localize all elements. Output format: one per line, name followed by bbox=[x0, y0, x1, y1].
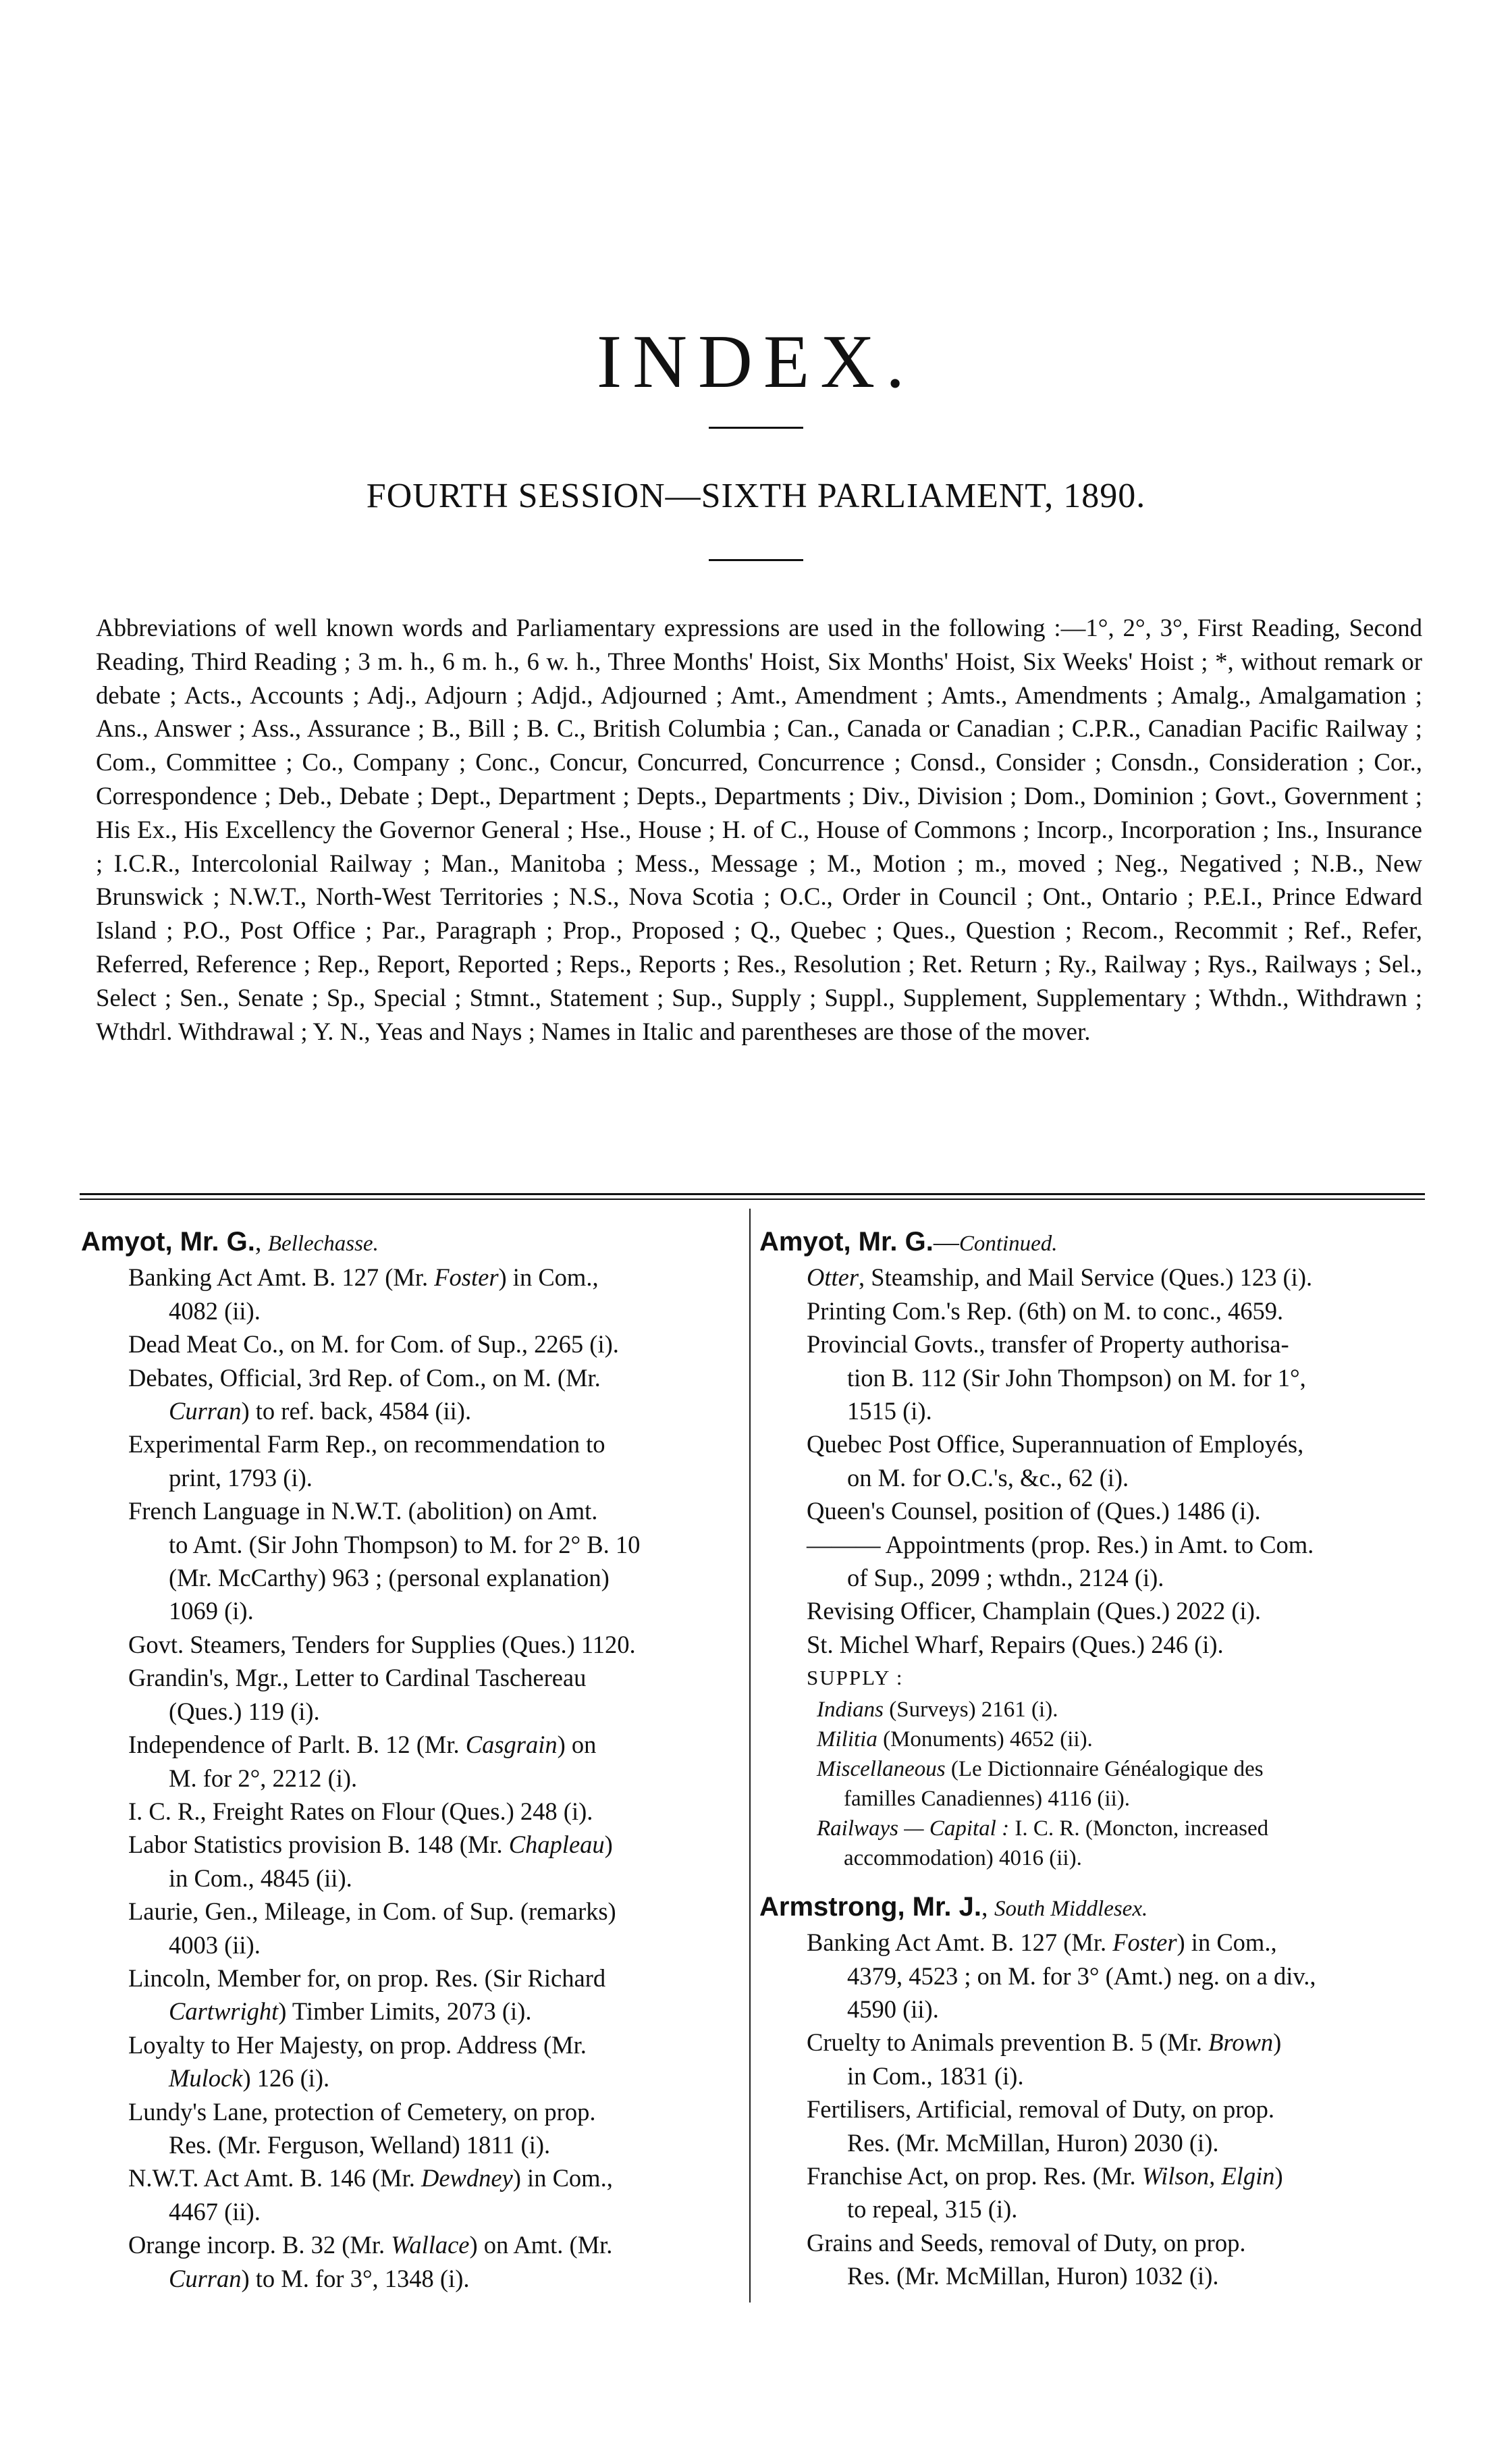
index-entry bbox=[81, 1895, 746, 1962]
entry-line bbox=[807, 1327, 1424, 1361]
member-name: Amyot, Mr. G. bbox=[759, 1227, 934, 1257]
index-entry bbox=[759, 1261, 1424, 1294]
entry-continuation bbox=[128, 1695, 746, 1728]
entry-text: (Le Dictionnaire Généalogique des bbox=[945, 1756, 1264, 1781]
entry-text: 4003 (ii). bbox=[169, 1930, 261, 1959]
entry-continuation bbox=[817, 1843, 1424, 1873]
entry-italic: Wallace bbox=[391, 2231, 470, 2259]
entry-line bbox=[128, 1828, 746, 1861]
entry-text: (Surveys) 2161 (i). bbox=[884, 1697, 1058, 1722]
index-entry bbox=[81, 1661, 746, 1728]
entry-text: Printing Com.'s Rep. (6th) on M. to conc., 4659. bbox=[807, 1296, 1284, 1325]
index-entry bbox=[759, 1294, 1424, 1327]
entry-italic: Militia bbox=[817, 1727, 878, 1752]
entry-italic: Foster bbox=[434, 1263, 499, 1292]
entry-line bbox=[817, 1727, 1093, 1752]
index-entry bbox=[759, 1494, 1424, 1527]
entry-line bbox=[807, 1294, 1424, 1327]
entry-text: print, 1793 (i). bbox=[169, 1463, 313, 1492]
entry-italic: Mulock bbox=[169, 2064, 243, 2093]
entry-line bbox=[817, 1698, 1058, 1722]
member-name: Armstrong, Mr. J. bbox=[759, 1891, 981, 1922]
entry-line bbox=[128, 1661, 746, 1694]
index-entry bbox=[759, 1528, 1424, 1595]
entry-continuation bbox=[128, 1394, 746, 1427]
entry-text: Experimental Farm Rep., on recommendation to bbox=[128, 1430, 605, 1458]
index-entry bbox=[759, 1628, 1424, 1661]
entry-text: Loyalty to Her Majesty, on prop. Address (Mr. bbox=[128, 2030, 587, 2059]
supply-entry bbox=[759, 1814, 1424, 1873]
entry-text: Govt. Steamers, Tenders for Supplies (Ques.) 1120. bbox=[128, 1630, 636, 1658]
entry-text: familles Canadiennes) 4116 (ii). bbox=[844, 1786, 1130, 1811]
supply-entry bbox=[759, 1754, 1424, 1814]
entry-text: , Steamship, and Mail Service (Ques.) 123 (i). bbox=[859, 1263, 1313, 1292]
entry-text: 4467 (ii). bbox=[169, 2197, 261, 2226]
entry-text: Quebec Post Office, Superannuation of Employés, bbox=[807, 1430, 1304, 1458]
entry-line bbox=[807, 2226, 1424, 2259]
right-entry-list bbox=[759, 1261, 1424, 1661]
entry-continuation bbox=[807, 1461, 1424, 1494]
index-entry bbox=[81, 1494, 746, 1628]
entry-continuation bbox=[807, 2259, 1424, 2292]
entry-italic: Chapleau bbox=[508, 1831, 605, 1859]
left-column bbox=[81, 1226, 746, 2295]
entry-continuation bbox=[128, 1995, 746, 2028]
entry-text: M. for 2°, 2212 (i). bbox=[169, 1764, 358, 1792]
entry-text: ——— Appointments (prop. Res.) in Amt. to Com. bbox=[807, 1530, 1314, 1558]
entry-line bbox=[128, 1895, 746, 1928]
index-entry bbox=[759, 1327, 1424, 1427]
left-entry-list bbox=[81, 1261, 746, 2295]
member-constituency: South Middlesex. bbox=[994, 1896, 1148, 1921]
index-entry bbox=[81, 1962, 746, 2028]
entry-text: Revising Officer, Champlain (Ques.) 2022 (i). bbox=[807, 1597, 1261, 1625]
entry-line bbox=[817, 1816, 1268, 1841]
entry-continuation bbox=[817, 1784, 1424, 1814]
index-entry bbox=[759, 2226, 1424, 2293]
entry-italic: Cartwright bbox=[169, 1997, 279, 2026]
index-entry bbox=[759, 2159, 1424, 2226]
entry-continuation bbox=[128, 1928, 746, 1962]
abbreviations-paragraph: Abbreviations of well known words and Parliamentary expressions are used in the following :—1°, 2°, 3°, First Reading, Second Reading, Third Reading ; 3 m. h., 6 m. h., 6 w. h., Three Months' Hoist, Six Months' Hoist, Six Weeks' Hoist ; *, without remark or debate ; Acts., Accounts ; Adj., Adjourn ; Adjd., Adjourned ; Amt., Amendment ; Amts., Amendments ; Amalg., Amalgamation ; Ans., Answer ; Ass., Assurance ; B., Bill ; B. C., British Columbia ; Can., Canada or Canadian ; C.P.R., Canadian Pacific Railway ; Com., Committee ; Co., Company ; Conc., Concur, Concurred, Concurrence ; Consd., Consider ; Consdn., Consideration ; Cor., Correspondence ; Deb., Debate ; Dept., Department ; Depts., Departments ; Div., Division ; Dom., Dominion ; Govt., Government ; His Ex., His Excellency the Governor General ; Hse., House ; H. of C., House of Commons ; Incorp., Incorporation ; Ins., Insurance ; I.C.R., Intercolonial Railway ; Man., Manitoba ; Mess., Message ; M., Motion ; m., moved ; Neg., Negatived ; N.B., New Brunswick ; N.W.T., North-West Territories ; N.S., Nova Scotia ; O.C., Order in Council ; Ont., Ontario ; P.E.I., Prince Edward Island ; P.O., Post Office ; Par., Paragraph ; Prop., Proposed ; Q., Quebec ; Ques., Question ; Recom., Recommit ; Ref., Refer, Referred, Reference ; Rep., Report, Reported ; Reps., Reports ; Res., Resolution ; Ret. Return ; Ry., Railway ; Rys., Railways ; Sel., Select ; Sen., Senate ; Sp., Special ; Stmnt., Statement ; Sup., Supply ; Suppl., Supplement, Supplementary ; Wthdn., Withdrawn ; Wthdrl. Withdrawal ; Y. N., Yeas and Nays ; Names in Italic and parentheses are those of the mover. bbox=[96, 614, 1422, 1045]
entry-text: ) 126 (i). bbox=[242, 2064, 330, 2093]
entry-text: ) bbox=[1274, 2161, 1283, 2190]
entry-text: ) Timber Limits, 2073 (i). bbox=[278, 1997, 532, 2026]
entry-text: Res. (Mr. McMillan, Huron) 1032 (i). bbox=[847, 2262, 1219, 2290]
index-title: INDEX. bbox=[596, 320, 916, 404]
entry-line bbox=[128, 1795, 746, 1828]
entry-text: 1069 (i). bbox=[169, 1597, 254, 1625]
entry-text: (Monuments) 4652 (ii). bbox=[877, 1727, 1093, 1752]
index-entry bbox=[81, 1828, 746, 1895]
index-entry bbox=[759, 1427, 1424, 1494]
entry-text: 1515 (i). bbox=[847, 1397, 932, 1425]
index-entry bbox=[81, 2228, 746, 2295]
member-name: Amyot, Mr. G. bbox=[81, 1227, 255, 1257]
supply-label: SUPPLY : bbox=[807, 1666, 904, 1690]
session-subtitle: FOURTH SESSION—SIXTH PARLIAMENT, 1890. bbox=[366, 477, 1146, 515]
section-double-rule bbox=[80, 1193, 1425, 1200]
entry-line bbox=[807, 1628, 1424, 1661]
entry-line bbox=[807, 2159, 1424, 2192]
entry-italic: Curran bbox=[169, 2264, 242, 2292]
entry-text: in Com., 4845 (ii). bbox=[169, 1864, 352, 1892]
entry-continuation bbox=[128, 1461, 746, 1494]
entry-line bbox=[128, 2161, 746, 2194]
entry-text: (Ques.) 119 (i). bbox=[169, 1697, 320, 1725]
entry-italic: Miscellaneous bbox=[817, 1756, 946, 1781]
entry-text: Queen's Counsel, position of (Ques.) 1486 (i). bbox=[807, 1497, 1261, 1525]
entry-continuation bbox=[807, 1361, 1424, 1394]
entry-line bbox=[128, 1494, 746, 1527]
entry-italic: Wilson, Elgin bbox=[1141, 2161, 1275, 2190]
entry-continuation bbox=[128, 2061, 746, 2095]
entry-line bbox=[128, 1628, 746, 1661]
entry-text: ) in Com., bbox=[512, 2164, 613, 2192]
supply-entry-list bbox=[759, 1695, 1424, 1873]
entry-text: ) in Com., bbox=[498, 1263, 599, 1292]
entry-line bbox=[128, 2028, 746, 2061]
entry-text: of Sup., 2099 ; wthdn., 2124 (i). bbox=[847, 1564, 1164, 1592]
entry-line bbox=[128, 2228, 746, 2261]
entry-continuation bbox=[807, 1993, 1424, 2026]
entry-text: Laurie, Gen., Mileage, in Com. of Sup. (remarks) bbox=[128, 1897, 616, 1926]
entry-continuation bbox=[128, 1594, 746, 1627]
entry-continuation bbox=[807, 1561, 1424, 1594]
index-entry bbox=[81, 1795, 746, 1828]
entry-text: 4082 (ii). bbox=[169, 1296, 261, 1325]
entry-text: St. Michel Wharf, Repairs (Ques.) 246 (i). bbox=[807, 1630, 1224, 1658]
entry-text: Res. (Mr. McMillan, Huron) 2030 (i). bbox=[847, 2128, 1219, 2157]
entry-text: ) on Amt. (Mr. bbox=[469, 2231, 613, 2259]
entry-text: Labor Statistics provision B. 148 (Mr. bbox=[128, 1831, 509, 1859]
entry-text: I. C. R. (Moncton, increased bbox=[1009, 1816, 1269, 1841]
entry-continuation bbox=[128, 2262, 746, 2295]
entry-text: ) to M. for 3°, 1348 (i). bbox=[241, 2264, 470, 2292]
entry-text: ) on bbox=[557, 1731, 597, 1759]
supply-entry bbox=[759, 1725, 1424, 1754]
entry-continuation bbox=[128, 1561, 746, 1594]
entry-italic: Brown bbox=[1208, 2028, 1274, 2057]
index-entry bbox=[759, 1594, 1424, 1627]
entry-italic: Foster bbox=[1112, 1928, 1177, 1957]
index-entry bbox=[81, 1728, 746, 1795]
entry-italic: Railways — Capital : bbox=[817, 1816, 1010, 1841]
entry-text: Lincoln, Member for, on prop. Res. (Sir Richard bbox=[128, 1964, 606, 1992]
entry-text: N.W.T. Act Amt. B. 146 (Mr. bbox=[128, 2164, 421, 2192]
entry-text: Lundy's Lane, protection of Cemetery, on prop. bbox=[128, 2097, 596, 2126]
member-heading: Amyot, Mr. G., Bellechasse. bbox=[81, 1227, 379, 1257]
entry-text: Cruelty to Animals prevention B. 5 (Mr. bbox=[807, 2028, 1209, 2057]
entry-line bbox=[817, 1757, 1264, 1781]
entry-line bbox=[128, 1361, 746, 1394]
entry-continuation bbox=[128, 1862, 746, 1895]
index-entry bbox=[81, 1361, 746, 1428]
entry-line bbox=[128, 2095, 746, 2128]
entry-continuation bbox=[128, 1294, 746, 1327]
entry-text: 4590 (ii). bbox=[847, 1995, 939, 2023]
entry-line bbox=[807, 1427, 1424, 1461]
entry-text: Res. (Mr. Ferguson, Welland) 1811 (i). bbox=[169, 2130, 551, 2159]
index-entry bbox=[759, 2026, 1424, 2093]
entry-continuation bbox=[128, 2128, 746, 2161]
entry-line bbox=[128, 1962, 746, 1995]
entry-text: Grandin's, Mgr., Letter to Cardinal Taschereau bbox=[128, 1664, 587, 1692]
entry-line bbox=[128, 1728, 746, 1761]
entry-line bbox=[807, 1261, 1424, 1294]
entry-continuation bbox=[807, 1959, 1424, 1993]
member-constituency: Bellechasse. bbox=[267, 1232, 379, 1256]
index-entry bbox=[759, 1926, 1424, 2026]
entry-text: accommodation) 4016 (ii). bbox=[844, 1845, 1082, 1870]
entry-text: French Language in N.W.T. (abolition) on Amt. bbox=[128, 1497, 598, 1525]
entry-line bbox=[807, 2093, 1424, 2126]
index-entry bbox=[81, 1427, 746, 1494]
entry-line bbox=[807, 1494, 1424, 1527]
entry-italic: Dewdney bbox=[421, 2164, 513, 2192]
entry-line bbox=[807, 1594, 1424, 1627]
entry-continuation bbox=[807, 2126, 1424, 2159]
entry-italic: Otter bbox=[807, 1263, 859, 1292]
member-heading-continued: Amyot, Mr. G.—Continued. bbox=[759, 1227, 1058, 1257]
entry-text: ) bbox=[604, 1831, 613, 1859]
entry-line bbox=[807, 2026, 1424, 2059]
entry-text: Orange incorp. B. 32 (Mr. bbox=[128, 2231, 392, 2259]
entry-text: on M. for O.C.'s, &c., 62 (i). bbox=[847, 1463, 1129, 1492]
index-entry bbox=[81, 1261, 746, 1327]
title-rule bbox=[709, 427, 803, 429]
entry-continuation bbox=[807, 2192, 1424, 2226]
continued-label: Continued. bbox=[959, 1232, 1058, 1256]
entry-line bbox=[128, 1261, 746, 1294]
entry-text: Banking Act Amt. B. 127 (Mr. bbox=[128, 1263, 435, 1292]
index-entry bbox=[81, 2028, 746, 2095]
entry-text: (Mr. McCarthy) 963 ; (personal explanation) bbox=[169, 1564, 610, 1592]
index-entry bbox=[81, 2095, 746, 2162]
entry-text: Grains and Seeds, removal of Duty, on prop. bbox=[807, 2228, 1246, 2257]
entry-text: Dead Meat Co., on M. for Com. of Sup., 2265 (i). bbox=[128, 1330, 619, 1359]
entry-continuation bbox=[128, 2195, 746, 2228]
entry-italic: Indians bbox=[817, 1697, 884, 1722]
entry-line bbox=[128, 1327, 746, 1361]
member-heading: Armstrong, Mr. J., South Middlesex. bbox=[759, 1891, 1148, 1922]
entry-text: Banking Act Amt. B. 127 (Mr. bbox=[807, 1928, 1113, 1957]
entry-text: ) bbox=[1273, 2028, 1282, 2057]
entry-text: tion B. 112 (Sir John Thompson) on M. for 1°, bbox=[847, 1363, 1306, 1392]
subtitle-rule bbox=[709, 559, 803, 561]
entry-line bbox=[807, 1528, 1424, 1561]
entry-text: I. C. R., Freight Rates on Flour (Ques.) 248 (i). bbox=[128, 1797, 593, 1825]
entry-line bbox=[807, 1926, 1424, 1959]
column-divider bbox=[749, 1209, 751, 2303]
right-entry-list-2 bbox=[759, 1926, 1424, 2292]
entry-text: ) in Com., bbox=[1177, 1928, 1277, 1957]
entry-text: Franchise Act, on prop. Res. (Mr. bbox=[807, 2161, 1142, 2190]
entry-text: Debates, Official, 3rd Rep. of Com., on M. (Mr. bbox=[128, 1363, 601, 1392]
entry-text: to Amt. (Sir John Thompson) to M. for 2° B. 10 bbox=[169, 1530, 641, 1558]
entry-continuation bbox=[128, 1528, 746, 1561]
entry-continuation bbox=[128, 1762, 746, 1795]
entry-text: Independence of Parlt. B. 12 (Mr. bbox=[128, 1731, 466, 1759]
entry-text: in Com., 1831 (i). bbox=[847, 2061, 1024, 2090]
entry-continuation bbox=[807, 1394, 1424, 1427]
entry-italic: Casgrain bbox=[465, 1731, 558, 1759]
index-entry bbox=[81, 2161, 746, 2228]
entry-text: to repeal, 315 (i). bbox=[847, 2195, 1018, 2224]
supply-entry bbox=[759, 1695, 1424, 1725]
index-entry bbox=[81, 1628, 746, 1661]
entry-continuation bbox=[807, 2059, 1424, 2093]
entry-line bbox=[128, 1427, 746, 1461]
entry-text: ) to ref. back, 4584 (ii). bbox=[241, 1397, 472, 1425]
index-entry bbox=[81, 1327, 746, 1361]
entry-italic: Curran bbox=[169, 1397, 242, 1425]
entry-text: Provincial Govts., transfer of Property authorisa- bbox=[807, 1330, 1289, 1359]
entry-text: 4379, 4523 ; on M. for 3° (Amt.) neg. on a div., bbox=[847, 1962, 1316, 1990]
right-column bbox=[759, 1226, 1424, 2293]
entry-text: Fertilisers, Artificial, removal of Duty, on prop. bbox=[807, 2095, 1275, 2124]
index-entry bbox=[759, 2093, 1424, 2159]
